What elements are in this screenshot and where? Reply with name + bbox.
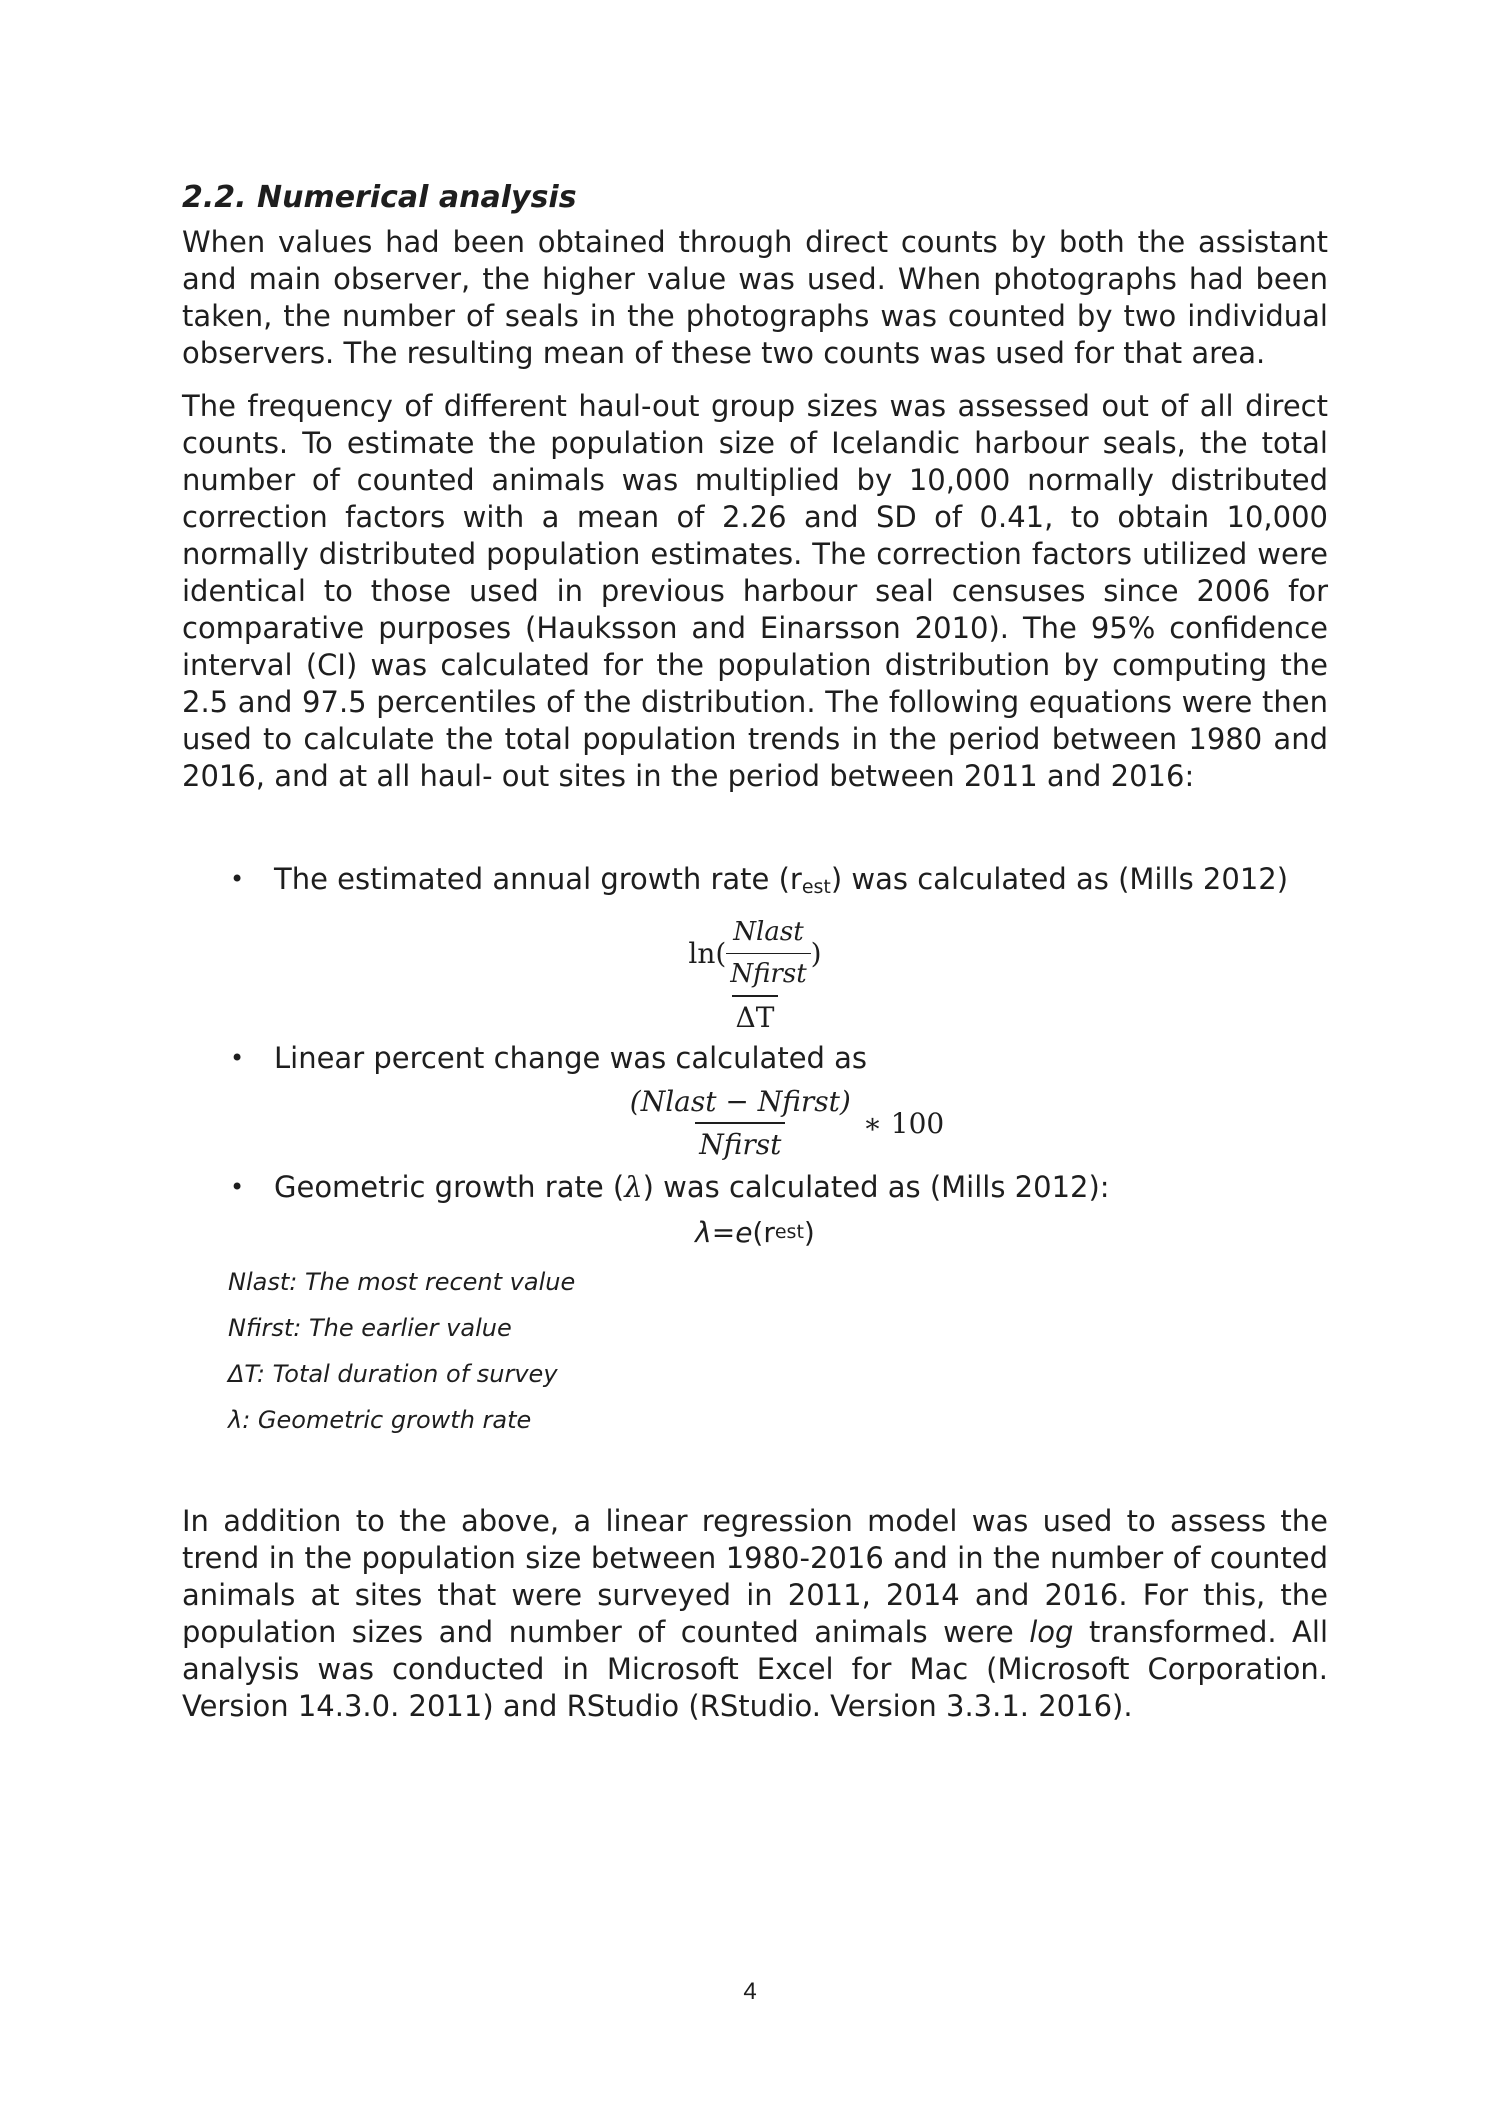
bullet-icon: • (230, 865, 245, 893)
paragraph-1: When values had been obtained through direct counts by both the assistant and main observer, the higher value was used. When photographs had been taken, the number of seals in the photographs was counted by two individual observers. The resulting mean of these two counts was used for that area. (182, 225, 1328, 370)
variable-definitions (182, 1267, 1328, 1435)
bullet-icon: • (230, 1173, 245, 1201)
bullet-geometric-rate: • Geometric growth rate (λ) was calculated as (Mills 2012): (230, 1170, 1110, 1204)
bullet-linear-change: • Linear percent change was calculated as (230, 1041, 868, 1075)
bullet-growth-rate: • The estimated annual growth rate $(r_{est})$ was calculated as (Mills 2012) (230, 862, 1289, 898)
bullet-icon: • (230, 1044, 245, 1072)
page-content (182, 178, 1328, 1725)
definition-lambda: λ: Geometric growth rate (228, 1406, 532, 1434)
page-number: 4 (743, 1978, 757, 2005)
formula-growth-rate: ln( $\frac{\text{Nlast}}{\text{Nfirst}}$ ) ΔT (688, 917, 822, 1034)
formula-geometric-rate: λ = e (r est ) (695, 1216, 815, 1249)
paragraph-3: In addition to the above, a linear regression model was used to assess the trend in the population size between 1980-2016 and in the number of counted animals at sites that were surveyed in 2011, 2014 and 2016. For this, the population sizes and number of counted animals were log transformed. All analysis was conducted in Microsoft Excel for Mac (Microsoft Corporation. Version 14.3.0. 2011) and RStudio (RStudio. Version 3.3.1. 2016). (182, 1504, 1328, 1723)
section-heading: 2.2. Numerical analysis (182, 180, 577, 215)
equation-list (182, 861, 1328, 906)
paragraph-2: The frequency of different haul-out group sizes was assessed out of all direct counts. To estimate the population size of Icelandic harbour seals, the total number of counted animals was multiplied by 10,000 normally distributed correction factors with a mean of 2.26 and SD of 0.41, to obtain 10,000 normally distributed population estimates. The correction factors utilized were identical to those used in previous harbour seal censuses since 2006 for comparative purposes (Hauksson and Einarsson 2010). The 95% confidence interval (CI) was calculated for the population distribution by computing the 2.5 and 97.5 percentiles of the distribution. The following equations were then used to calculate the total population trends in the period between 1980 and 2016, and at all haul- out sites in the period between 2011 and 2016: (182, 389, 1328, 793)
definition-nfirst: Nfirst: The earlier value (228, 1314, 512, 1342)
definition-nlast: Nlast: The most recent value (228, 1268, 576, 1296)
formula-linear-change: $\frac{\text{(Nlast − Nfirst)}}{\text{Nfirst}}$ ∗ 100 (629, 1085, 945, 1161)
definition-delta-t: ΔT: Total duration of survey (228, 1360, 558, 1388)
